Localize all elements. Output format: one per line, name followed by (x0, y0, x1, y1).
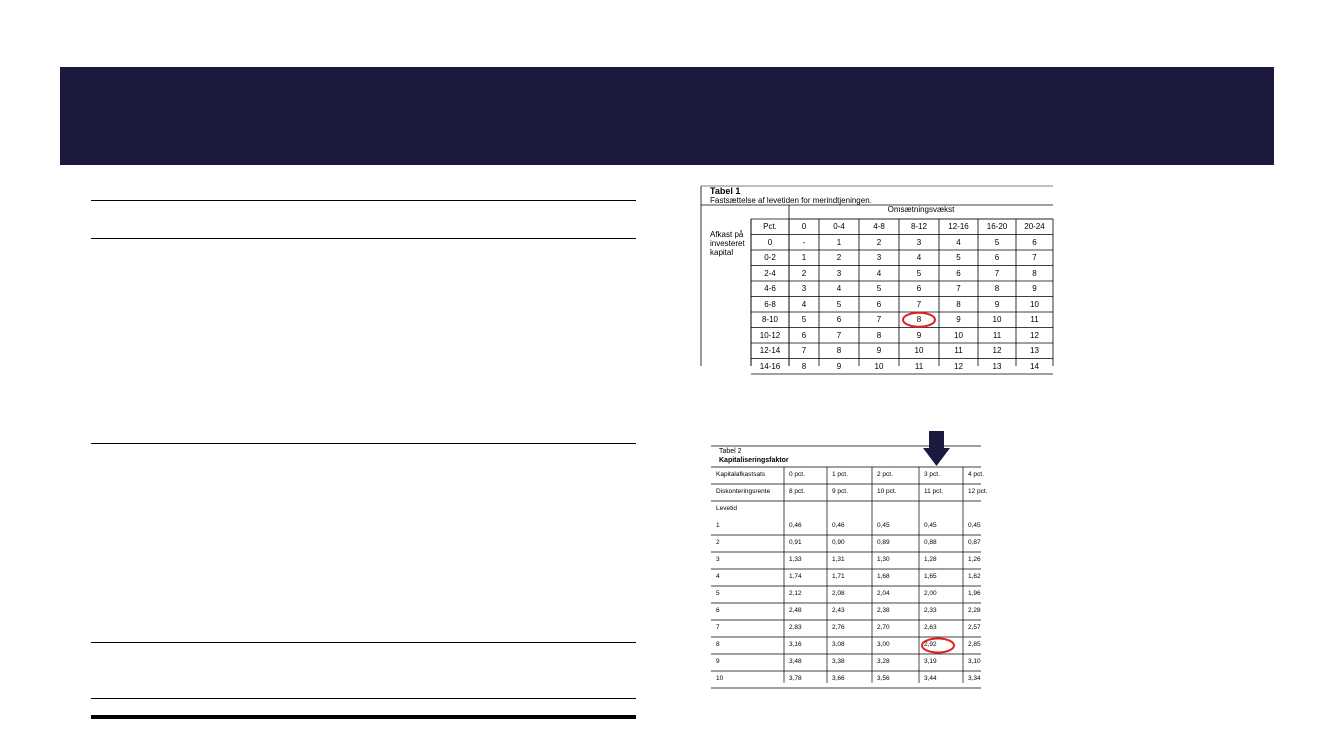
table2-cell: 4 pct. (968, 471, 984, 478)
table1-cell: 8 (916, 315, 922, 324)
arrow-down-icon (923, 431, 950, 466)
table2-cell: 0,45 (968, 522, 981, 529)
table2-cell: 0,46 (832, 522, 845, 529)
table2-cell: 10 pct. (877, 488, 897, 495)
table1-cell: 9 (916, 330, 922, 340)
table2-cell: 2 pct. (877, 471, 893, 478)
table1-cell: 5 (956, 253, 961, 262)
table2-cell: 0,46 (789, 522, 802, 529)
table1-cell: 7 (916, 299, 922, 309)
table1-cell: 11 (1030, 315, 1039, 324)
table1-cell: 9 (1032, 284, 1037, 293)
table2-title: Tabel 2 (719, 448, 742, 455)
table1-cell: 7 (956, 284, 961, 293)
table2-cell: 2,28 (968, 607, 981, 614)
table1-cell: 5 (916, 268, 922, 278)
table1-cell: 12 (954, 361, 963, 371)
table2-cell: 0,87 (968, 539, 981, 546)
table2-cell: 3,28 (877, 658, 890, 665)
table2-cell: 1,71 (832, 573, 845, 580)
table1-cell: 4 (916, 253, 922, 262)
table2-image (711, 446, 988, 683)
table2-cell: 3 pct. (924, 471, 940, 478)
table1-cell: 3 (801, 284, 807, 293)
table1-cell: 5 (801, 315, 807, 324)
table2-cell: 7 (716, 624, 720, 631)
table1-cell: 10 (874, 361, 884, 371)
table2-cell: 2,38 (877, 607, 890, 614)
table2-cell: 2,33 (924, 607, 937, 614)
table2-cell: 3,00 (877, 641, 890, 648)
table1-row-label-line: kapital (710, 248, 734, 257)
table2-cell: 3,16 (789, 641, 802, 648)
table2-cell: 0,45 (877, 522, 890, 529)
table2-cell: 8 (716, 641, 720, 648)
table1-cell: 7 (876, 315, 882, 324)
table2-cell: 1,30 (877, 556, 890, 563)
table1-row-label-line: Afkast på (710, 230, 744, 239)
table2-cell: 2,70 (877, 624, 890, 631)
table2-cell: 0,88 (924, 539, 937, 546)
table2-cell: 8 pct. (789, 488, 805, 495)
table2-cell: 3,78 (789, 675, 802, 682)
table2-cell: 12 pct. (968, 488, 988, 495)
table1-column-header: 16-20 (986, 222, 1008, 231)
table1-cell: 6 (876, 299, 882, 309)
table1-cell: 12-14 (759, 346, 781, 355)
table1-cell: 7 (836, 330, 842, 340)
table2-cell: 10 (716, 675, 724, 682)
table1-column-header: Pct. (763, 222, 777, 231)
table2-cell: 0,89 (877, 539, 890, 546)
table2-cell: 1,96 (968, 590, 981, 597)
table1-cell: 7 (801, 346, 807, 355)
divider-line (91, 443, 636, 444)
table2-cell: 1,28 (924, 556, 937, 563)
table1-cell: 2 (801, 268, 807, 278)
table1-cell: 5 (876, 284, 882, 293)
table1-cell: 9 (956, 315, 961, 324)
table1-group-header: Omsætningsvækst (887, 205, 955, 214)
table1-row-label (710, 230, 745, 257)
table1-cell: 10 (954, 330, 963, 340)
divider-line (91, 200, 636, 201)
table2-cell: 1,74 (789, 573, 802, 580)
table2-cell: 2,12 (789, 590, 802, 597)
table1-cell: 4 (836, 284, 842, 293)
table1-cell: 8-10 (761, 315, 778, 324)
table1-cell: 12 (992, 346, 1002, 355)
table2-cell: 3,44 (924, 675, 937, 682)
table2-cell: 1 pct. (832, 471, 848, 478)
table2-cell: 2,43 (832, 607, 845, 614)
table2-cell: 1,68 (877, 573, 890, 580)
table1-cell: 8 (801, 361, 807, 371)
table1-cell: 13 (992, 361, 1002, 371)
table1-cell: 8 (876, 330, 882, 340)
table2-cell: 1 (716, 522, 720, 529)
divider-line (91, 642, 636, 643)
table1-cell: 13 (1030, 346, 1039, 355)
table1-cell: 7 (1032, 253, 1037, 262)
table2-cell: 2 (716, 539, 720, 546)
table2-cell: 4 (716, 573, 720, 580)
table2-cell: 2,85 (968, 641, 981, 648)
table1-column-header: 12-16 (948, 222, 969, 231)
table2-cell: 3,48 (789, 658, 802, 665)
table1-row-label-line: investeret (710, 239, 745, 248)
table2-cell: 9 (716, 658, 720, 665)
table1-cell: 1 (836, 237, 842, 247)
table1-subtitle: Fastsættelse af levetiden for merindtjeningen. (710, 196, 872, 205)
table1-cell: 8 (994, 284, 1000, 293)
title-banner (60, 67, 1274, 165)
table1-cell: 14-16 (759, 361, 781, 371)
table1-cell: 1 (801, 253, 807, 262)
table2-cell: 1,31 (832, 556, 845, 563)
table1-cell: 10-12 (759, 330, 781, 340)
table2-cell: 3 (716, 556, 720, 563)
table2-cell: 2,00 (924, 590, 937, 597)
table1-cell: 4 (876, 268, 882, 278)
table1-cell: 11 (914, 361, 924, 371)
table1-image (701, 186, 1053, 371)
table1-cell: - (802, 237, 806, 247)
table1-cell: 4-6 (764, 284, 776, 293)
table1-cell: 7 (994, 268, 1000, 278)
table2-cell: Levetid (716, 505, 737, 512)
table2-cell: 1,33 (789, 556, 802, 563)
table1-cell: 6 (801, 330, 807, 340)
divider-line (91, 698, 636, 699)
table2-cell: 3,34 (968, 675, 981, 682)
table1-cell: 14 (1030, 361, 1039, 371)
table2-cell: 2,04 (877, 590, 890, 597)
table1-cell: 6 (1032, 237, 1037, 247)
table1-cell: 6 (916, 284, 922, 293)
table1-cell: 3 (876, 253, 882, 262)
table2-cell: 2,63 (924, 624, 937, 631)
table1-cell: 9 (836, 361, 842, 371)
table2-cell: 2,48 (789, 607, 802, 614)
table1-cell: 5 (836, 299, 842, 309)
table2-cell: 0,90 (832, 539, 845, 546)
table2-cell: 2,76 (832, 624, 845, 631)
divider-double-line (91, 715, 636, 719)
table2-cell: 2,92 (924, 641, 937, 648)
table2-cell: 2,57 (968, 624, 981, 631)
table1-cell: 8 (1032, 268, 1037, 278)
table1-cell: 11 (954, 346, 963, 355)
divider-line (91, 238, 636, 239)
table1-cell: 2-4 (764, 268, 776, 278)
table1-cell: 5 (994, 237, 1000, 247)
table1-cell: 12 (1030, 330, 1039, 340)
table2-cell: 0 pct. (789, 471, 805, 478)
table1-cell: 0-2 (764, 253, 776, 262)
table2-cell: 3,10 (968, 658, 981, 665)
table1-cell: 6-8 (764, 299, 776, 309)
table2-cell: 3,19 (924, 658, 937, 665)
table1-cell: 3 (916, 237, 922, 247)
table1-cell: 10 (992, 315, 1002, 324)
table1-column-header: 8-12 (910, 222, 927, 231)
table1-column-header: 0 (801, 222, 807, 231)
table1-cell: 2 (876, 237, 882, 247)
table2-cell: 3,56 (877, 675, 890, 682)
table1-cell: 10 (914, 346, 924, 355)
table2-cell: 1,62 (968, 573, 981, 580)
table1-cell: 6 (956, 268, 961, 278)
table1-cell: 8 (836, 346, 842, 355)
table1-cell: 9 (994, 299, 1000, 309)
table2-cell: 0,45 (924, 522, 937, 529)
table1-column-header: 4-8 (873, 222, 885, 231)
table2-cell: 1,26 (968, 556, 981, 563)
table2-cell: 2,08 (832, 590, 845, 597)
table1-cell: 4 (801, 299, 807, 309)
table2-cell: 0,91 (789, 539, 802, 546)
table2-cell: 9 pct. (832, 488, 848, 495)
table2-cell: 5 (716, 590, 720, 597)
table2-cell: 3,38 (832, 658, 845, 665)
table1-cell: 11 (992, 330, 1002, 340)
table1-column-header: 20-24 (1024, 222, 1045, 231)
table2-cell: 2,83 (789, 624, 802, 631)
table2-cell: 3,66 (832, 675, 845, 682)
table2-cell: Diskonteringsrente (716, 488, 771, 495)
table1-cell: 3 (836, 268, 842, 278)
table2-cell: 3,08 (832, 641, 845, 648)
table1-cell: 0 (767, 237, 773, 247)
table1-column-header: 0-4 (833, 222, 845, 231)
table2-cell: 6 (716, 607, 720, 614)
table2-cell: 1,65 (924, 573, 937, 580)
table1-cell: 9 (876, 346, 882, 355)
table1-cell: 4 (956, 237, 961, 247)
table2-cell: 11 pct. (924, 488, 944, 495)
table1-cell: 2 (836, 253, 842, 262)
table1-title: Tabel 1 (710, 186, 741, 196)
table2-cell: Kapitalafkastsats (716, 471, 766, 478)
table2-subtitle: Kapitaliseringsfaktor (719, 457, 789, 464)
table1-cell: 6 (994, 253, 1000, 262)
table1-cell: 6 (836, 315, 842, 324)
table1-cell: 8 (956, 299, 961, 309)
table1-cell: 10 (1030, 299, 1039, 309)
